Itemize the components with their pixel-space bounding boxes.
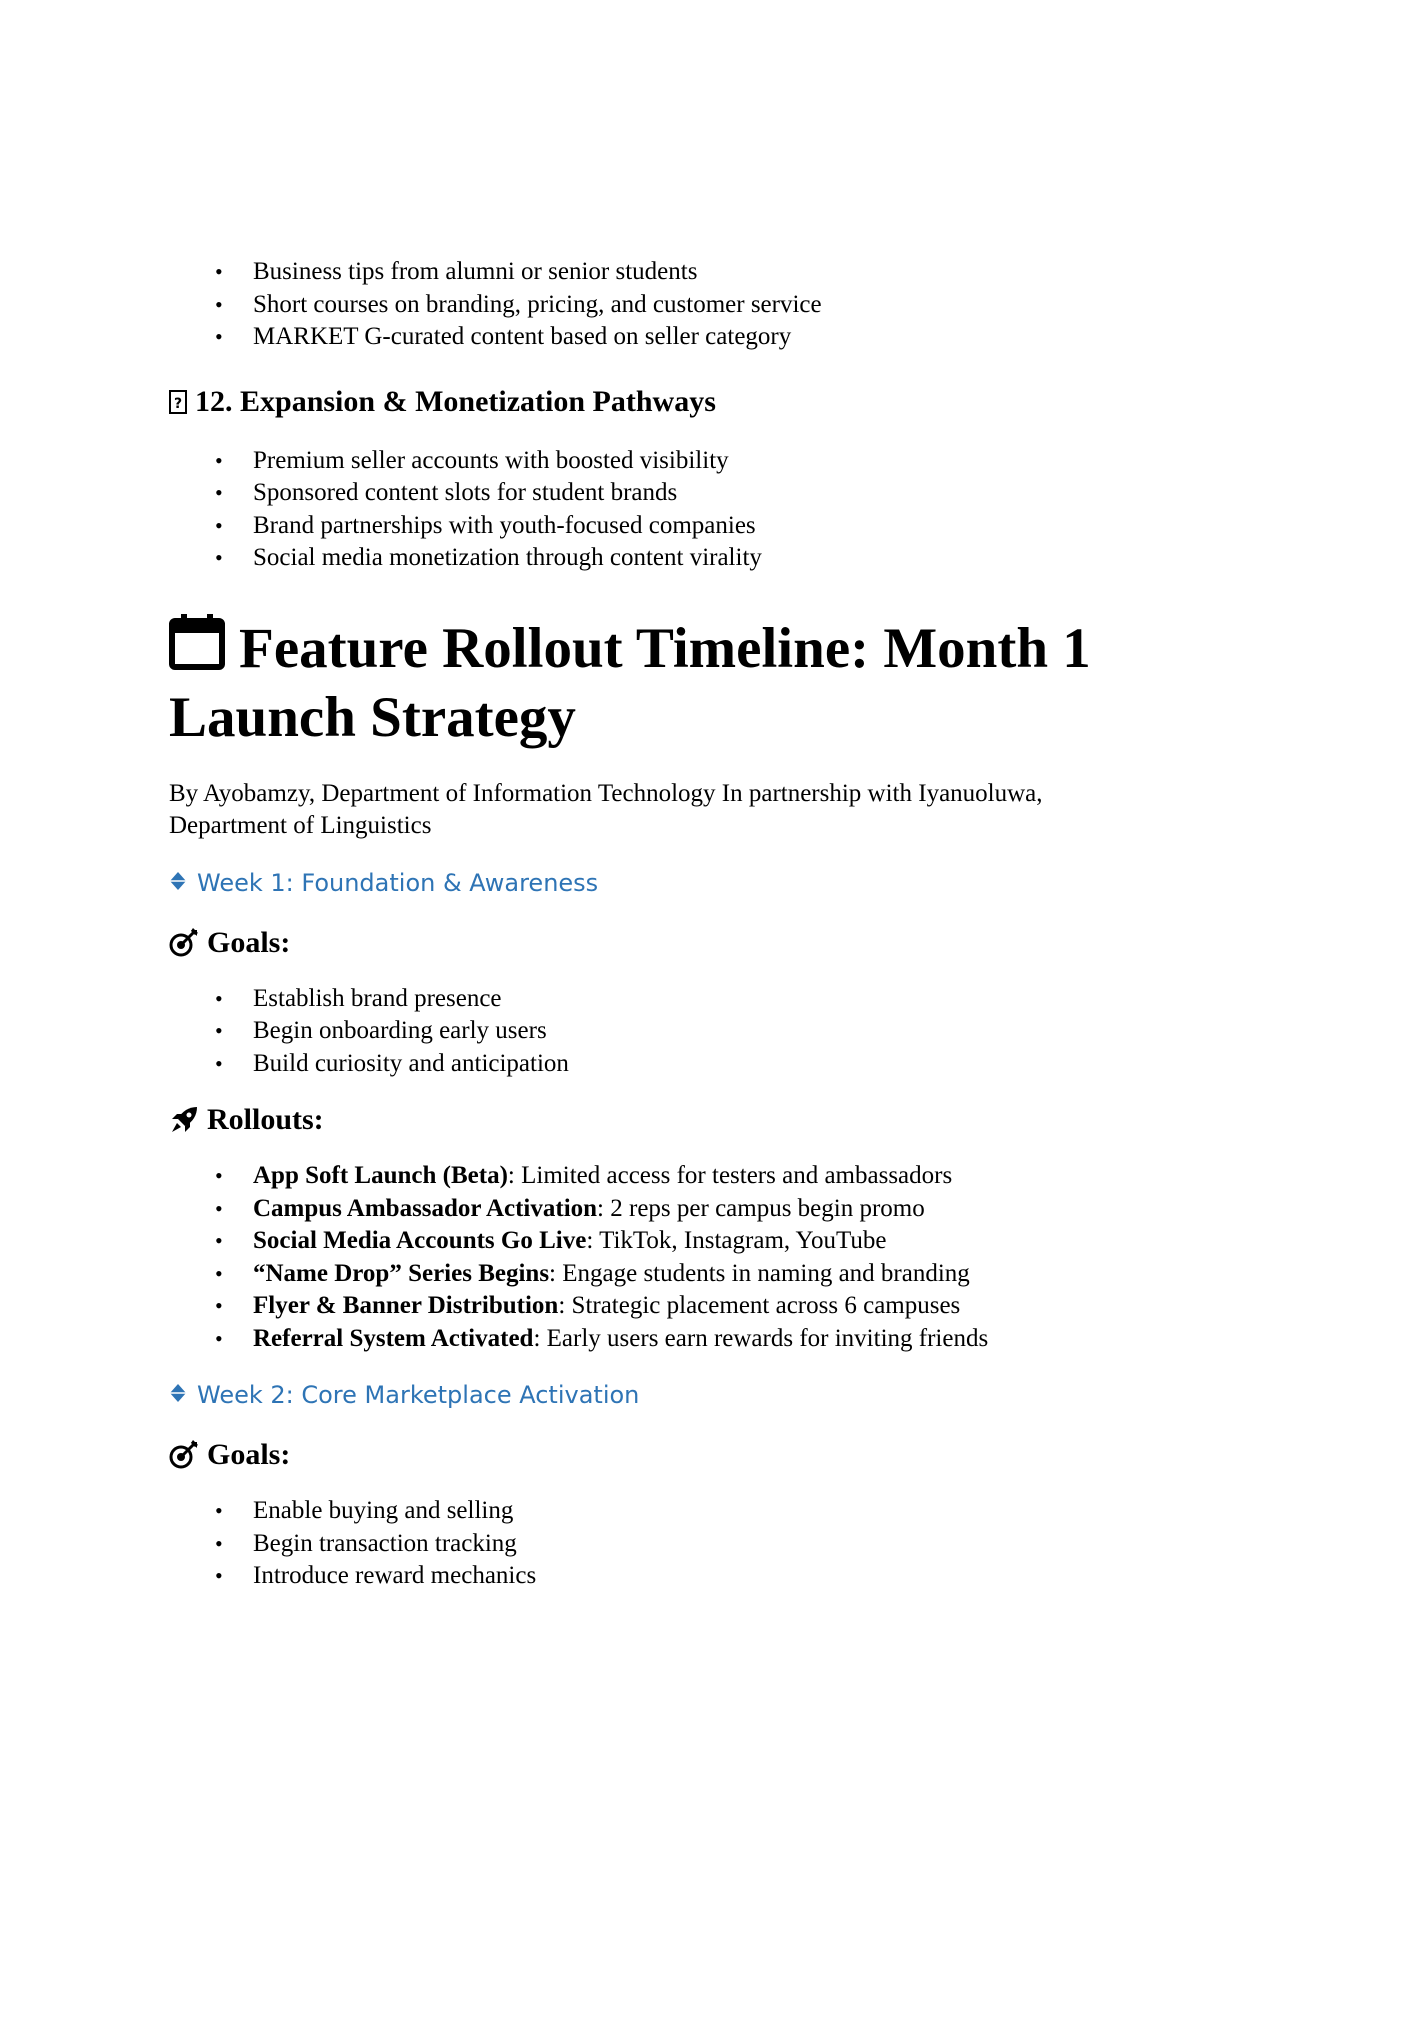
week-1-goals-heading: Goals: xyxy=(169,925,1269,961)
list-item: • Short courses on branding, pricing, and customer service xyxy=(169,289,1269,322)
main-heading-line-2: Launch Strategy xyxy=(169,685,576,749)
main-heading xyxy=(169,613,1269,750)
list-item: • Begin onboarding early users xyxy=(169,1015,1269,1048)
missing-glyph-icon xyxy=(169,390,187,414)
list-item: • Social Media Accounts Go Live: TikTok, Instagram, YouTube xyxy=(169,1225,1269,1258)
byline xyxy=(169,778,1269,843)
list-item: • Introduce reward mechanics xyxy=(169,1560,1269,1593)
section-12-title: 12. Expansion & Monetization Pathways xyxy=(195,384,716,418)
diamond-icon xyxy=(169,867,187,899)
target-icon xyxy=(169,1440,199,1470)
intro-bullet-list xyxy=(169,256,1269,354)
week-1-heading: Week 1: Foundation & Awareness xyxy=(169,867,1269,899)
list-item: • Referral System Activated: Early users earn rewards for inviting friends xyxy=(169,1323,1269,1356)
diamond-icon xyxy=(169,1379,187,1411)
calendar-icon xyxy=(169,613,225,685)
list-item: • Flyer & Banner Distribution: Strategic placement across 6 campuses xyxy=(169,1290,1269,1323)
svg-text:?: ? xyxy=(173,395,183,412)
week-1-rollouts-list xyxy=(169,1160,1269,1355)
list-item: • “Name Drop” Series Begins: Engage students in naming and branding xyxy=(169,1258,1269,1291)
week-1-rollouts-heading: Rollouts: xyxy=(169,1102,1269,1138)
byline-line-2: Department of Linguistics xyxy=(169,812,432,839)
document-page xyxy=(169,256,1269,1593)
section-12-heading xyxy=(169,384,1269,420)
list-item: • Begin transaction tracking xyxy=(169,1528,1269,1561)
week-1-goals-list xyxy=(169,983,1269,1081)
section-12-list xyxy=(169,445,1269,575)
main-heading-line-1: Feature Rollout Timeline: Month 1 xyxy=(169,613,1269,685)
week-2-goals-heading: Goals: xyxy=(169,1437,1269,1473)
rocket-icon xyxy=(169,1105,199,1135)
list-item: • Premium seller accounts with boosted visibility xyxy=(169,445,1269,478)
list-item: • Brand partnerships with youth-focused companies xyxy=(169,510,1269,543)
list-item: • MARKET G-curated content based on seller category xyxy=(169,321,1269,354)
week-2-goals-list xyxy=(169,1495,1269,1593)
list-item: • Build curiosity and anticipation xyxy=(169,1048,1269,1081)
byline-line-1: By Ayobamzy, Department of Information Technology In partnership with Iyanuoluwa, xyxy=(169,779,1043,807)
list-item: • App Soft Launch (Beta): Limited access for testers and ambassadors xyxy=(169,1160,1269,1193)
week-2-heading: Week 2: Core Marketplace Activation xyxy=(169,1379,1269,1411)
target-icon xyxy=(169,928,199,958)
list-item: • Campus Ambassador Activation: 2 reps per campus begin promo xyxy=(169,1193,1269,1226)
list-item: • Sponsored content slots for student brands xyxy=(169,477,1269,510)
list-item: • Establish brand presence xyxy=(169,983,1269,1016)
list-item: • Social media monetization through content virality xyxy=(169,542,1269,575)
list-item: • Business tips from alumni or senior students xyxy=(169,256,1269,289)
list-item: • Enable buying and selling xyxy=(169,1495,1269,1528)
